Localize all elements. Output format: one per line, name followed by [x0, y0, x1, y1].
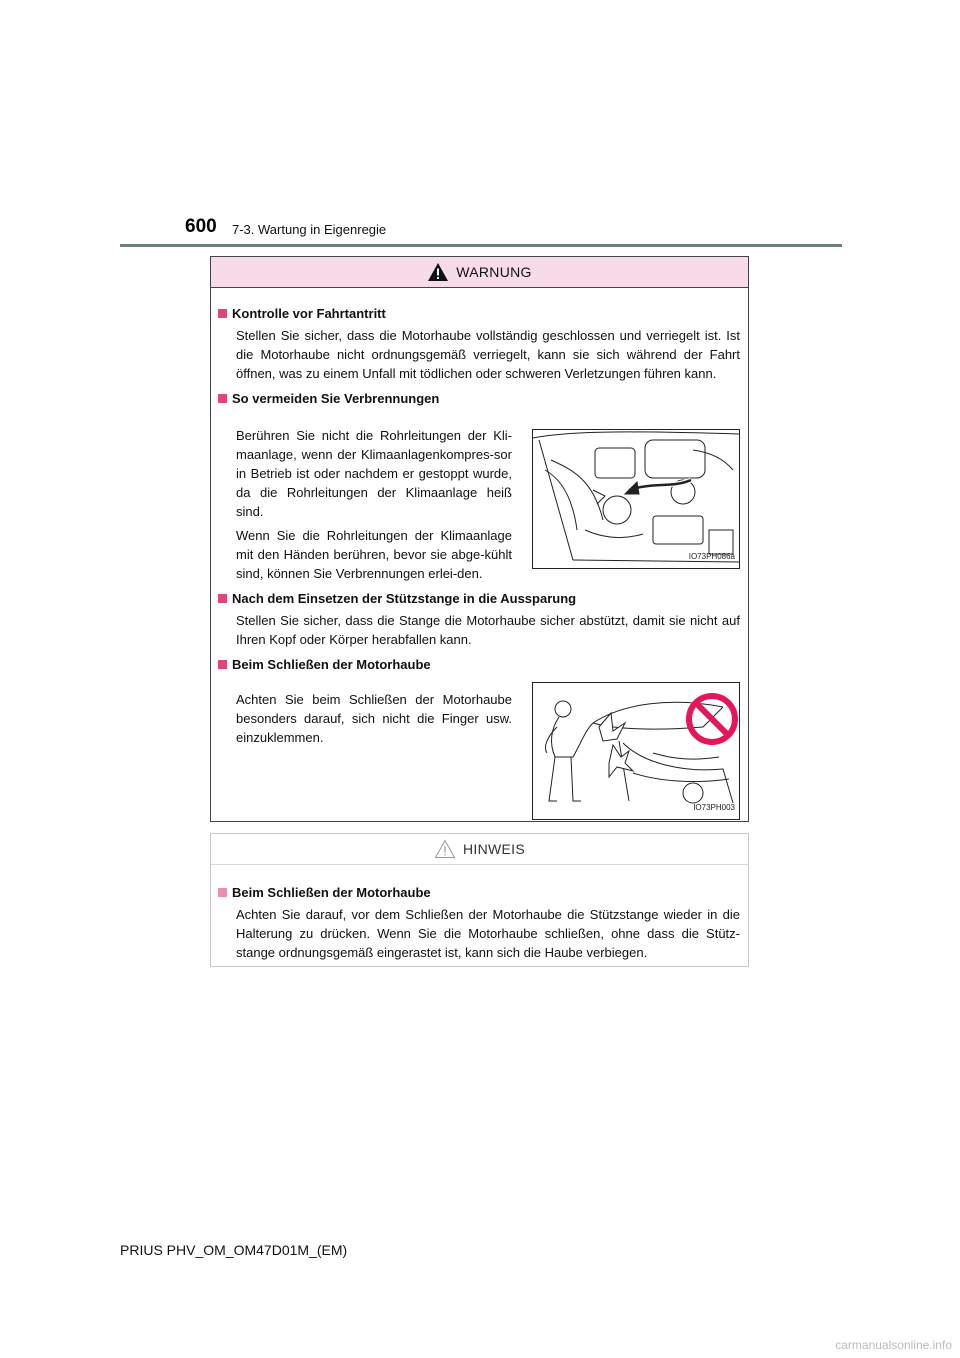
- notice-triangle-icon: [434, 839, 456, 859]
- heading-text: Nach dem Einsetzen der Stützstange in die Aussparung: [232, 591, 577, 606]
- warning-heading-check: [218, 304, 740, 323]
- figure-code: IO73PH086a: [688, 552, 735, 561]
- notice-body: [211, 865, 748, 962]
- warning-header: [211, 257, 748, 288]
- warning-body: [211, 288, 748, 820]
- heading-text: Beim Schließen der Motorhaube: [232, 885, 431, 900]
- warning-heading-support-rod: [218, 589, 740, 608]
- heading-text: So vermeiden Sie Verbrennungen: [232, 391, 440, 406]
- burns-text: [218, 414, 512, 583]
- warning-heading-closing: [218, 655, 740, 674]
- bullet-square: [218, 888, 227, 897]
- bullet-square: [218, 309, 227, 318]
- watermark: carmanualsonline.info: [835, 1338, 952, 1352]
- notice-box: [210, 833, 749, 967]
- engine-bay-figure: [532, 429, 740, 569]
- warning-text-check: Stellen Sie sicher, dass die Motorhaube vollständig geschlossen und verriegelt ist. Ist die Motorhaube nicht ordnungsgemäß verriegelt, kann sie sich während der Fahrt öffnen, was zu einem Unfall mit tödlichen oder schweren Verletzungen führen kann.: [236, 328, 740, 381]
- closing-hood-figure: [532, 682, 740, 820]
- warning-heading-burns: [218, 389, 740, 408]
- notice-heading: [218, 883, 740, 902]
- heading-text: Kontrolle vor Fahrtantritt: [232, 306, 386, 321]
- footer-document-id: PRIUS PHV_OM_OM47D01M_(EM): [120, 1242, 348, 1258]
- warning-text-support-rod: Stellen Sie sicher, dass die Stange die Motorhaube sicher abstützt, damit sie nicht auf Ihren Kopf oder Körper herabfallen kann.: [236, 613, 740, 647]
- warning-title: WARNUNG: [456, 264, 532, 280]
- notice-text: Achten Sie darauf, vor dem Schließen der Motorhaube die Stützstange wieder in die Halterung zu drücken. Wenn Sie die Motorhaube schließen, ohne dass die Stütz-stange ordnungsgemäß eingerastet ist, kann sich die Haube verbiegen.: [236, 907, 740, 960]
- heading-text: Beim Schließen der Motorhaube: [232, 657, 431, 672]
- closing-row: [218, 680, 740, 820]
- closing-text: Achten Sie beim Schließen der Motorhaube besonders darauf, sich nicht die Finger usw. einzuklemmen.: [236, 692, 512, 745]
- section-title: 7-3. Wartung in Eigenregie: [232, 222, 387, 237]
- notice-title: HINWEIS: [463, 841, 525, 857]
- warning-box: [210, 256, 749, 822]
- bullet-square: [218, 594, 227, 603]
- burns-text-1: Berühren Sie nicht die Rohrleitungen der Kli-maanlage, wenn der Klimaanlagenkompres-sor in Betrieb ist oder nachdem er gestoppt wurde, da die Rohrleitungen der Klimaanlage heiß sind.: [236, 428, 512, 519]
- burns-row: [218, 414, 740, 583]
- figure-code: IO73PH003: [693, 803, 735, 812]
- page-number: 600: [185, 216, 217, 237]
- bullet-square: [218, 660, 227, 669]
- header-rule: [120, 244, 842, 247]
- burns-text-2: Wenn Sie die Rohrleitungen der Klimaanlage mit den Händen berühren, bevor sie abge-kühlt sind, können Sie Verbrennungen erlei-den.: [236, 528, 512, 581]
- warning-triangle-icon: [427, 262, 449, 282]
- bullet-square: [218, 394, 227, 403]
- notice-header: [211, 834, 748, 865]
